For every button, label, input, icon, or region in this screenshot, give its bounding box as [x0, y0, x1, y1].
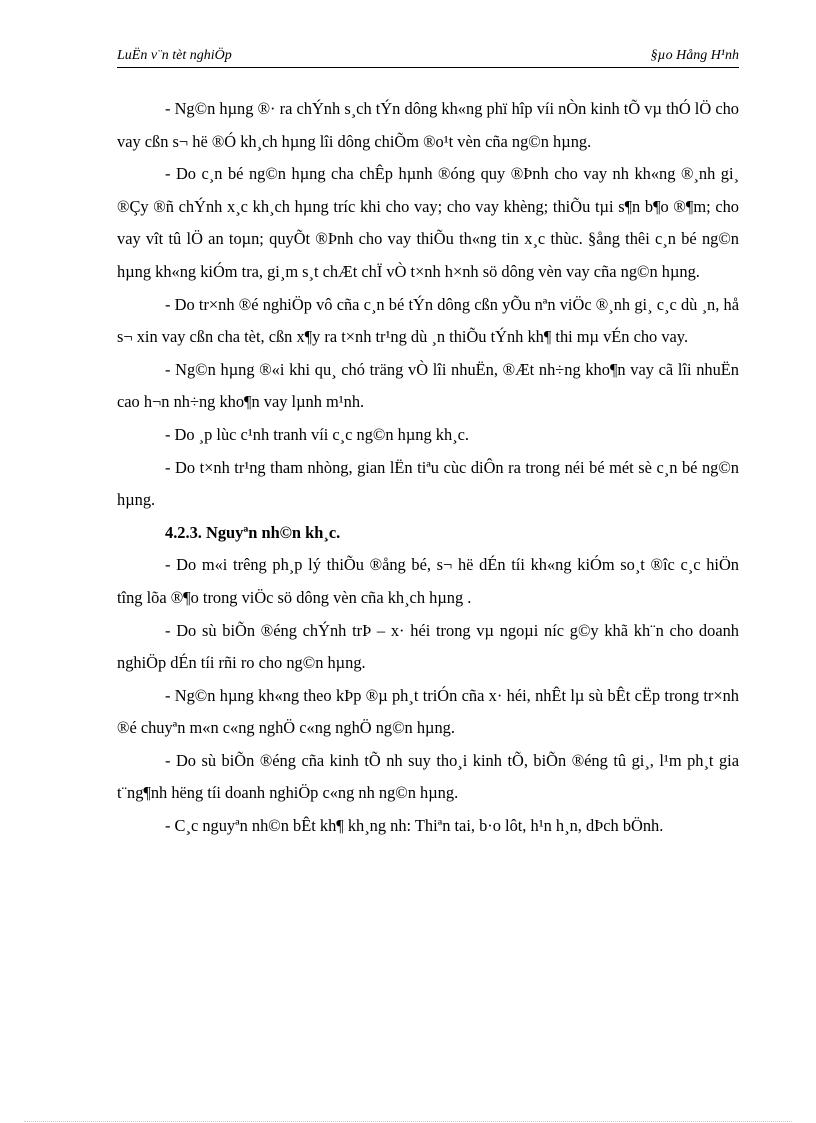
paragraph-legal-environment: - Do m«i trêng ph¸p lý thiÕu ®ång bé, s¬ hë dÉn tíi kh«ng kiÓm so¸t ®îc c¸c hiÖn tîng lõa ®¶o trong viÖc sö dông vèn cña kh¸ch hµng .	[117, 555, 739, 607]
header-author-name: §µo Hång H¹nh	[650, 48, 739, 63]
paragraph-staff-compliance: - Do c¸n bé ng©n hµng cha chÊp hµnh ®óng quy ®Þnh cho vay nh kh«ng ®¸nh gi¸ ®Çy ®ñ chÝnh x¸c kh¸ch hµng tríc khi cho vay; cho vay khèng; thiÕu tµi s¶n b¶o ®¶m; cho vay vît tû lÖ an toµn; quyÕt ®Þnh cho vay thiÕu th«ng tin x¸c thùc. §ång thêi c¸n bé ng©n hµng kh«ng kiÓm tra, gi¸m s¸t chÆt chÏ vÒ t×nh h×nh sö dông vèn vay cña ng©n hµng.	[117, 164, 739, 281]
document-body	[117, 93, 739, 843]
paragraph-corruption: - Do t×nh tr¹ng tham nhòng, gian lËn tiªu cùc diÔn ra trong néi bé mét sè c¸n bé ng©n hµng.	[117, 457, 739, 510]
paragraph-economic-fluctuation: - Do sù biÕn ®éng cña kinh tÕ nh suy tho¸i kinh tÕ, biÕn ®éng tû gi¸, l¹m ph¸t gia t¨ng¶nh hëng tíi doanh nghiÖp c«ng nh ng©n hµng.	[117, 750, 739, 803]
paragraph-force-majeure: - C¸c nguyªn nh©n bÊt kh¶ kh¸ng nh: Thiªn tai, b·o lôt, h¹n h¸n, dÞch bÖnh.	[165, 816, 664, 836]
page-bottom-rule	[24, 1121, 792, 1122]
page-header	[117, 47, 739, 68]
paragraph-political-change: - Do sù biÕn ®éng chÝnh trÞ – x· héi trong vµ ngoµi níc g©y khã kh¨n cho doanh nghiÖp dÉn tíi rñi ro cho ng©n hµng.	[117, 620, 739, 673]
header-thesis-title: LuËn v¨n tèt nghiÖp	[117, 48, 232, 63]
paragraph-staff-skill: - Do tr×nh ®é nghiÖp vô cña c¸n bé tÝn dông cßn yÕu nªn viÖc ®¸nh gi¸ c¸c dù ¸n, hå s¬ xin vay cßn cha tèt, cßn x¶y ra t×nh tr¹ng dù ¸n thiÕu tÝnh kh¶ thi mµ vÉn cho vay.	[117, 294, 739, 347]
paragraph-competition: - Do ¸p lùc c¹nh tranh víi c¸c ng©n hµng kh¸c.	[165, 424, 470, 444]
paragraph-technology-gap: - Ng©n hµng kh«ng theo kÞp ®µ ph¸t triÓn cña x· héi, nhÊt lµ sù bÊt cËp trong tr×nh ®é chuyªn m«n c«ng nghÖ c«ng nghÖ ng©n hµng.	[117, 685, 739, 738]
paragraph-bank-policy: - Ng©n hµng ®· ra chÝnh s¸ch tÝn dông kh«ng phï hîp víi nÒn kinh tÕ vµ thÓ lÖ cho vay cßn s¬ hë ®Ó kh¸ch hµng lîi dông chiÕm ®o¹t vèn cña ng©n hµng.	[117, 99, 739, 151]
paragraph-profit-focus: - Ng©n hµng ®«i khi qu¸ chó träng vÒ lîi nhuËn, ®Æt nh÷ng kho¶n vay cã lîi nhuËn cao h¬n nh÷ng kho¶n vay lµnh m¹nh.	[117, 359, 739, 412]
section-heading: 4.2.3. Nguyªn nh©n kh¸c.	[165, 522, 341, 542]
